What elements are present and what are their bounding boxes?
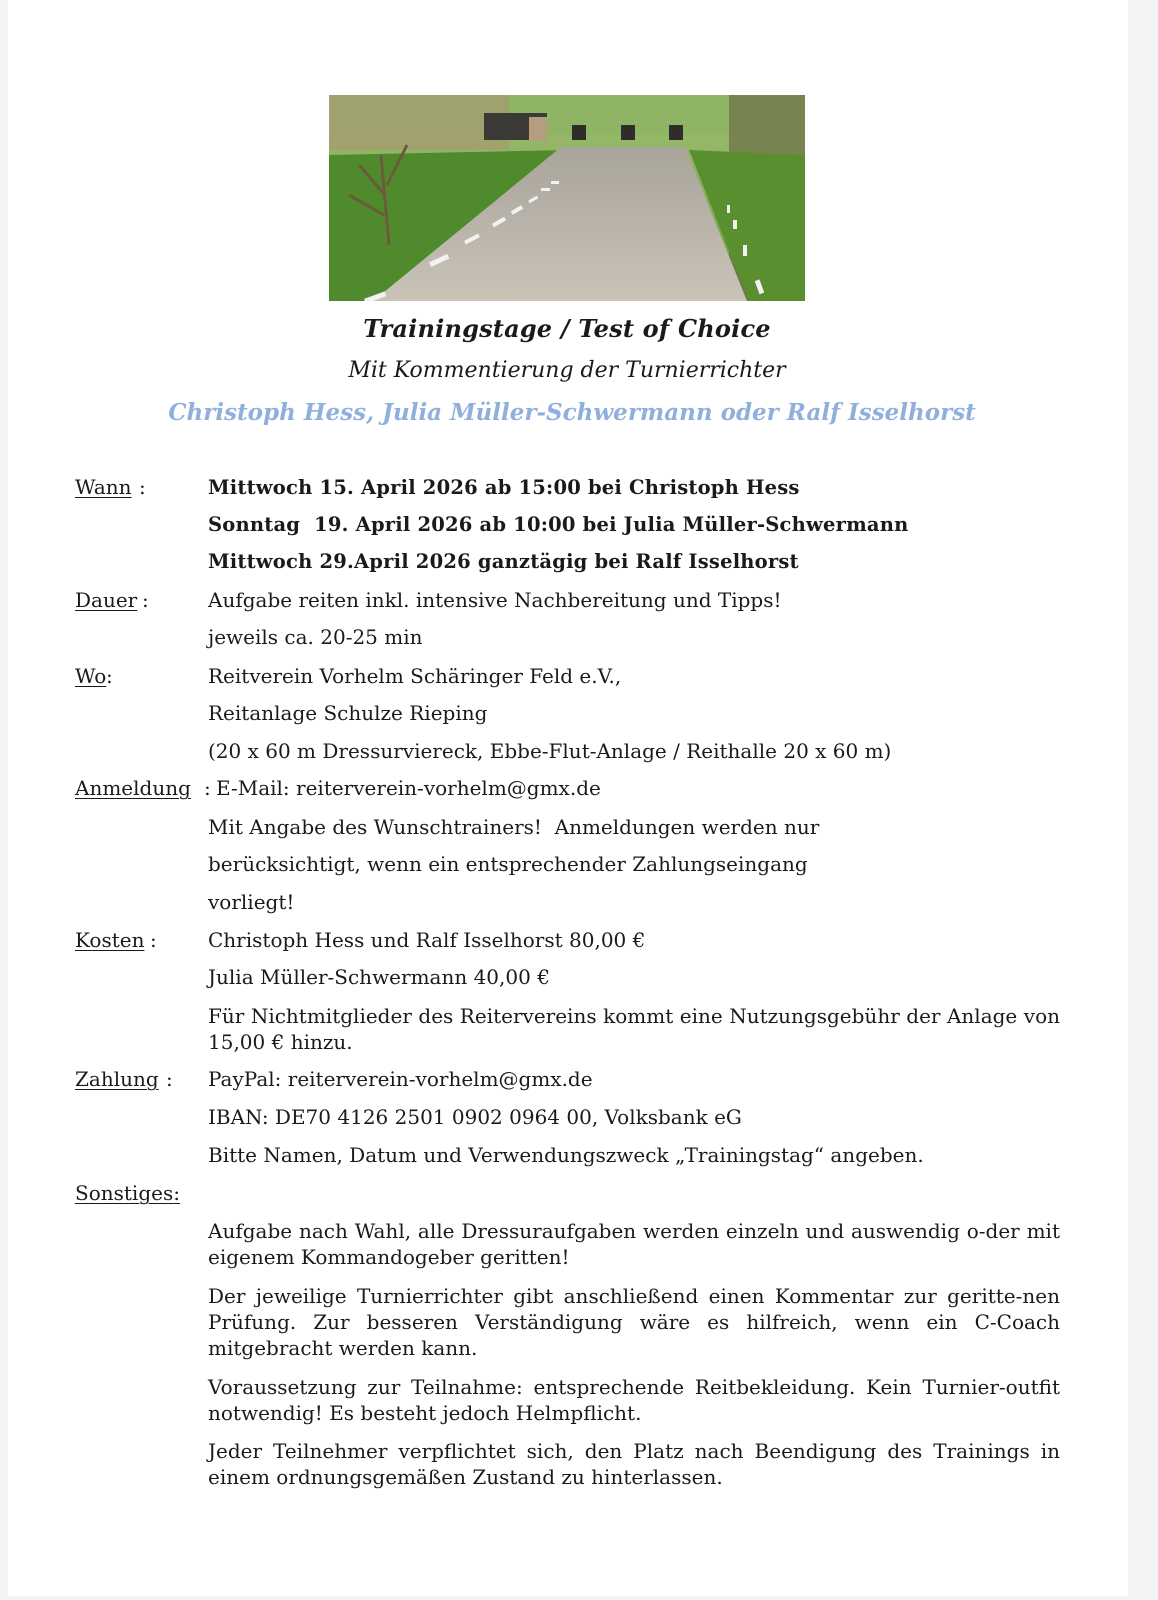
page-subtitle: Mit Kommentierung der Turnierrichter	[348, 358, 786, 383]
label-anmeldung: Anmeldung	[75, 776, 191, 800]
payment-paypal: PayPal: reiterverein-vorhelm@gmx.de	[208, 1067, 593, 1091]
label-colon: :	[142, 588, 149, 612]
date-line: Mittwoch 29.April 2026 ganztägig bei Ralf Isselhorst	[208, 550, 799, 573]
label-colon: :	[204, 776, 211, 800]
cost-note: Für Nichtmitglieder des Reitervereins kommt eine Nutzungsgebühr der Anlage von 15,00 € hinzu.	[208, 1004, 1060, 1054]
date-line: Mittwoch 15. April 2026 ab 15:00 bei Christoph Hess	[208, 476, 800, 499]
misc-paragraph: Aufgabe nach Wahl, alle Dressuraufgaben werden einzeln und auswendig o-der mit eigenem Kommandogeber geritten!	[208, 1219, 1060, 1269]
misc-paragraph: Jeder Teilnehmer verpflichtet sich, den Platz nach Beendigung des Trainings in einem ordnungsgemäßen Zustand zu hinterlassen.	[208, 1439, 1060, 1489]
registration-email: E-Mail: reiterverein-vorhelm@gmx.de	[216, 776, 601, 800]
duration-line: jeweils ca. 20-25 min	[208, 625, 423, 649]
location-line: Reitanlage Schulze Rieping	[208, 701, 488, 725]
misc-paragraph: Der jeweilige Turnierrichter gibt anschließend einen Kommentar zur geritte-nen Prüfung. Zur besseren Verständigung wäre es hilfreich, wenn ein C-Coach mitgebracht werden kann.	[208, 1284, 1060, 1360]
label-dauer: Dauer	[75, 588, 138, 612]
arena-image-icon	[329, 95, 805, 301]
page-title: Trainingstage / Test of Choice	[363, 314, 771, 343]
registration-line: Mit Angabe des Wunschtrainers! Anmeldungen werden nur	[208, 815, 820, 839]
label-colon: :	[166, 1067, 173, 1091]
judges-names: Christoph Hess, Julia Müller-Schwermann oder Ralf Isselhorst	[168, 399, 976, 426]
label-colon: :	[106, 664, 113, 688]
label-colon: :	[150, 928, 157, 952]
registration-line: vorliegt!	[208, 890, 295, 914]
location-line: (20 x 60 m Dressurviereck, Ebbe-Flut-Anlage / Reithalle 20 x 60 m)	[208, 739, 892, 763]
location-line: Reitverein Vorhelm Schäringer Feld e.V.,	[208, 664, 622, 688]
misc-paragraph: Voraussetzung zur Teilnahme: entsprechende Reitbekleidung. Kein Turnier-outfit notwendig! Es besteht jedoch Helmpflicht.	[208, 1375, 1060, 1425]
label-colon: :	[139, 475, 146, 499]
payment-iban: IBAN: DE70 4126 2501 0902 0964 00, Volksbank eG	[208, 1105, 742, 1129]
label-zahlung: Zahlung	[75, 1067, 159, 1091]
registration-line: berücksichtigt, wenn ein entsprechender Zahlungseingang	[208, 852, 808, 876]
label-sonstiges: Sonstiges:	[75, 1181, 180, 1205]
payment-note: Bitte Namen, Datum und Verwendungszweck „Trainingstag“ angeben.	[208, 1143, 924, 1167]
label-wo: Wo	[75, 664, 107, 688]
dressage-arena-photo	[329, 95, 805, 301]
label-kosten: Kosten	[75, 928, 145, 952]
duration-line: Aufgabe reiten inkl. intensive Nachbereitung und Tipps!	[208, 588, 782, 612]
label-wann: Wann	[75, 475, 132, 499]
date-line: Sonntag 19. April 2026 ab 10:00 bei Julia Müller-Schwermann	[208, 513, 909, 536]
cost-line: Christoph Hess und Ralf Isselhorst 80,00 €	[208, 928, 646, 952]
cost-line: Julia Müller-Schwermann 40,00 €	[208, 965, 550, 989]
